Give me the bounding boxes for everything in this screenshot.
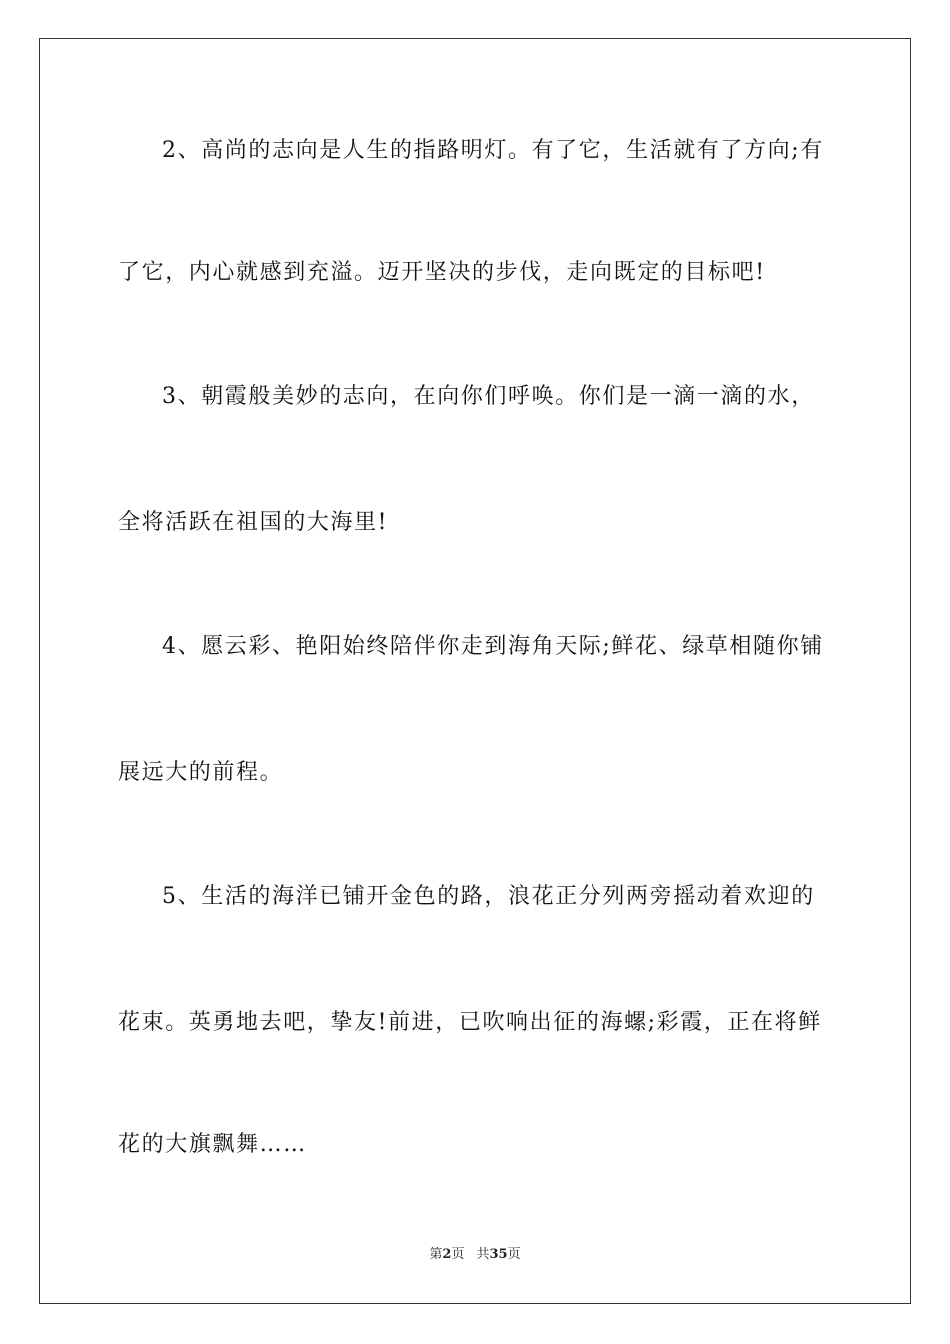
paragraph-4-line-2: 展远大的前程。 xyxy=(118,760,284,785)
page-prefix: 第 xyxy=(429,1247,443,1262)
paragraph-5-line-3: 花的大旗飘舞…… xyxy=(118,1132,307,1157)
page-suffix: 页 xyxy=(451,1247,465,1262)
paragraph-5-line-1: 5、生活的海洋已铺开金色的路，浪花正分列两旁摇动着欢迎的 xyxy=(162,884,815,909)
paragraph-3-line-2: 全将活跃在祖国的大海里! xyxy=(118,510,389,535)
total-pages: 35 xyxy=(489,1247,508,1262)
paragraph-4-line-1: 4、愿云彩、艳阳始终陪伴你走到海角天际;鲜花、绿草相随你铺 xyxy=(162,634,824,659)
paragraph-5-line-2: 花束。英勇地去吧，挚友!前进，已吹响出征的海螺;彩霞，正在将鲜 xyxy=(118,1010,822,1035)
page-footer xyxy=(0,1246,950,1264)
page-number: 2 xyxy=(442,1247,452,1262)
paragraph-3-line-1: 3、朝霞般美妙的志向，在向你们呼唤。你们是一滴一滴的水， xyxy=(162,384,815,409)
total-prefix: 共 xyxy=(476,1247,490,1262)
paragraph-2-line-1: 2、高尚的志向是人生的指路明灯。有了它，生活就有了方向;有 xyxy=(162,138,824,163)
paragraph-2-line-2: 了它，内心就感到充溢。迈开坚决的步伐，走向既定的目标吧! xyxy=(118,260,766,285)
page-border xyxy=(39,38,911,1304)
total-suffix: 页 xyxy=(507,1247,521,1262)
